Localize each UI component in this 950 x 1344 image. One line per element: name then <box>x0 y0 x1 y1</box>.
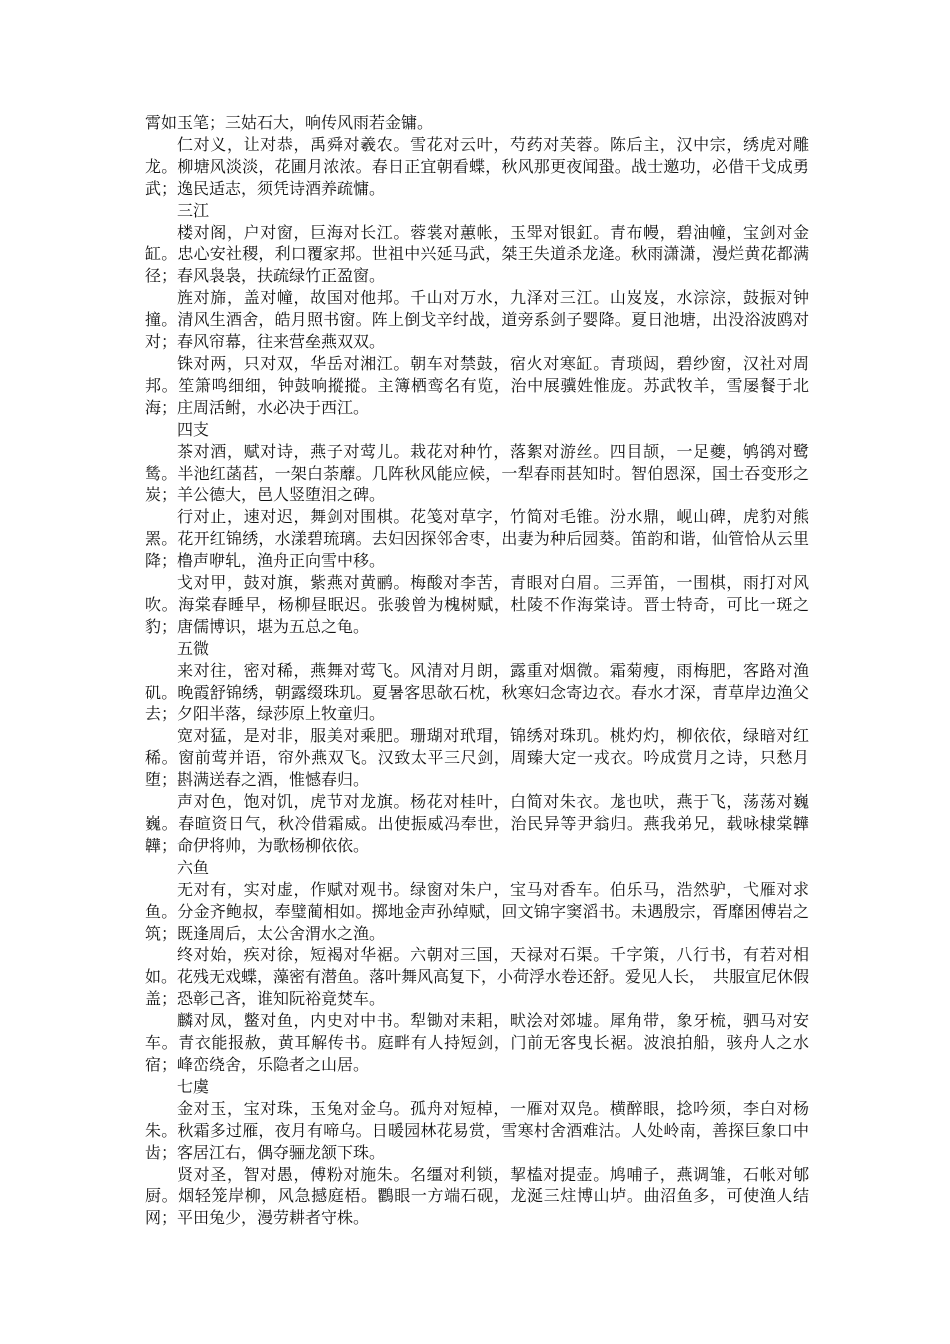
paragraph: 贤对圣，智对愚，傅粉对施朱。名缰对利锁，挈榼对提壶。鸠哺子，燕调雏，石帐对郇厨。烟轻笼岸柳，风急撼庭梧。鸜眼一方端石砚，龙涎三炷博山垆。曲沼鱼多，可使渔人结网；平田兔少，漫劳耕者守株。 <box>145 1164 809 1228</box>
paragraph: 麟对凤，鳖对鱼，内史对中书。犁锄对耒耜，畎浍对郊墟。犀角带，象牙梳，驷马对安车。青衣能报赦，黄耳解传书。庭畔有人持短剑，门前无客曳长裾。波浪拍船，骇舟人之水宿；峰峦绕舍，乐隐者之山居。 <box>145 1011 809 1074</box>
paragraph: 铢对两，只对双，华岳对湘江。朝车对禁鼓，宿火对寒缸。青琐闼，碧纱窗，汉社对周邦。笙箫鸣细细，钟鼓响摐摐。主簿栖鸾名有览，治中展骥姓惟庞。苏武牧羊，雪屡餐于北海；庄周活鲋，水必决于西江。 <box>145 353 809 417</box>
continued-line: 霄如玉笔；三姑石大，响传风雨若金镛。 <box>145 113 434 132</box>
paragraph: 仁对义，让对恭，禹舜对羲农。雪花对云叶，芍药对芙蓉。陈后主，汉中宗，绣虎对雕龙。柳塘风淡淡，花圃月浓浓。春日正宜朝看蝶，秋风那更夜闻蛩。战士邀功，必借干戈成勇武；逸民适志，须凭诗酒养疏慵。 <box>145 134 809 198</box>
paragraph: 戈对甲，鼓对旗，紫燕对黄鹂。梅酸对李苦，青眼对白眉。三弄笛，一围棋，雨打对风吹。海棠春睡早，杨柳昼眠迟。张骏曾为槐树赋，杜陵不作海棠诗。晋士特奇，可比一斑之豹；唐儒博识，堪为五总之龟。 <box>145 573 809 636</box>
paragraph: 行对止，速对迟，舞剑对围棋。花笺对草字，竹简对毛锥。汾水鼎，岘山碑，虎豹对熊罴。花开红锦绣，水漾碧琉璃。去妇因探邻舍枣，出妻为种后园葵。笛韵和谐，仙管恰从云里降；橹声咿轧，渔舟正向雪中移。 <box>145 507 809 571</box>
paragraph: 终对始，疾对徐，短褐对华裾。六朝对三国，天禄对石渠。千字策，八行书，有若对相如。花残无戏蝶，藻密有潜鱼。落叶舞风高复下，小荷浮水卷还舒。爱见人长， 共服宣尼休假盖；恐彰己吝，谁知阮裕竟焚车。 <box>145 945 810 1009</box>
section-heading: 六鱼 <box>177 857 210 877</box>
paragraph: 无对有，实对虚，作赋对观书。绿窗对朱户，宝马对香车。伯乐马，浩然驴，弋雁对求鱼。分金齐鲍叔，奉璧蔺相如。掷地金声孙绰赋，回文锦字窦滔书。未遇殷宗，胥靡困傅岩之筑；既逢周后，太公舍渭水之渔。 <box>145 879 809 943</box>
document-page <box>145 112 809 1229</box>
section-heading: 五微 <box>177 638 210 658</box>
section-heading: 三江 <box>177 200 210 220</box>
paragraph: 来对往，密对稀，燕舞对莺飞。风清对月朗，露重对烟微。霜菊瘦，雨梅肥，客路对渔矶。晚霞舒锦绣，朝露缀珠玑。夏暑客思欹石枕，秋寒妇念寄边衣。春水才深，青草岸边渔父去；夕阳半落，绿莎原上牧童归。 <box>145 660 809 724</box>
paragraph: 宽对猛，是对非，服美对乘肥。珊瑚对玳瑁，锦绣对珠玑。桃灼灼，柳依依，绿暗对红稀。窗前莺并语，帘外燕双飞。汉致太平三尺剑，周臻大定一戎衣。吟成赏月之诗，只愁月堕；斟满送春之酒，惟憾春归。 <box>145 726 809 790</box>
paragraph: 旌对旆，盖对幢，故国对他邦。千山对万水，九泽对三江。山岌岌，水淙淙，鼓振对钟撞。清风生酒舍，皓月照书窗。阵上倒戈辛纣战，道旁系剑子婴降。夏日池塘，出没浴波鸥对对；春风帘幕，往来营垒燕双双。 <box>145 288 809 352</box>
paragraph: 楼对阁，户对窗，巨海对长江。蓉裳对蕙帐，玉斝对银釭。青布幔，碧油幢，宝剑对金缸。忠心安社稷，利口覆家邦。世祖中兴延马武，桀王失道杀龙逄。秋雨潇潇，漫烂黄花都满径；春风袅袅，扶疏绿竹正盈窗。 <box>145 222 809 286</box>
section-heading: 四支 <box>177 419 210 439</box>
section-heading: 七虞 <box>177 1076 210 1096</box>
paragraph: 金对玉，宝对珠，玉兔对金乌。孤舟对短棹，一雁对双凫。横醉眼，捻吟须，李白对杨朱。秋霜多过雁，夜月有啼乌。日暖园林花易赏，雪寒村舍酒难沽。人处岭南，善探巨象口中齿；客居江右，偶夺骊龙颔下珠。 <box>145 1098 809 1162</box>
paragraph: 茶对酒，赋对诗，燕子对莺儿。栽花对种竹，落絮对游丝。四目颉，一足夔，鸲鹆对鹭鸶。半池红菡萏，一架白荼蘼。几阵秋风能应候，一犁春雨甚知时。智伯恩深，国士吞变形之炭；羊公德大，邑人竖堕泪之碑。 <box>145 441 809 505</box>
paragraph: 声对色，饱对饥，虎节对龙旗。杨花对桂叶，白简对朱衣。尨也吠，燕于飞，荡荡对巍巍。春暄资日气，秋冷借霜威。出使振威冯奉世，治民异等尹翁归。燕我弟兄，载咏棣棠韡韡；命伊将帅，为歌杨柳依依。 <box>145 792 809 855</box>
